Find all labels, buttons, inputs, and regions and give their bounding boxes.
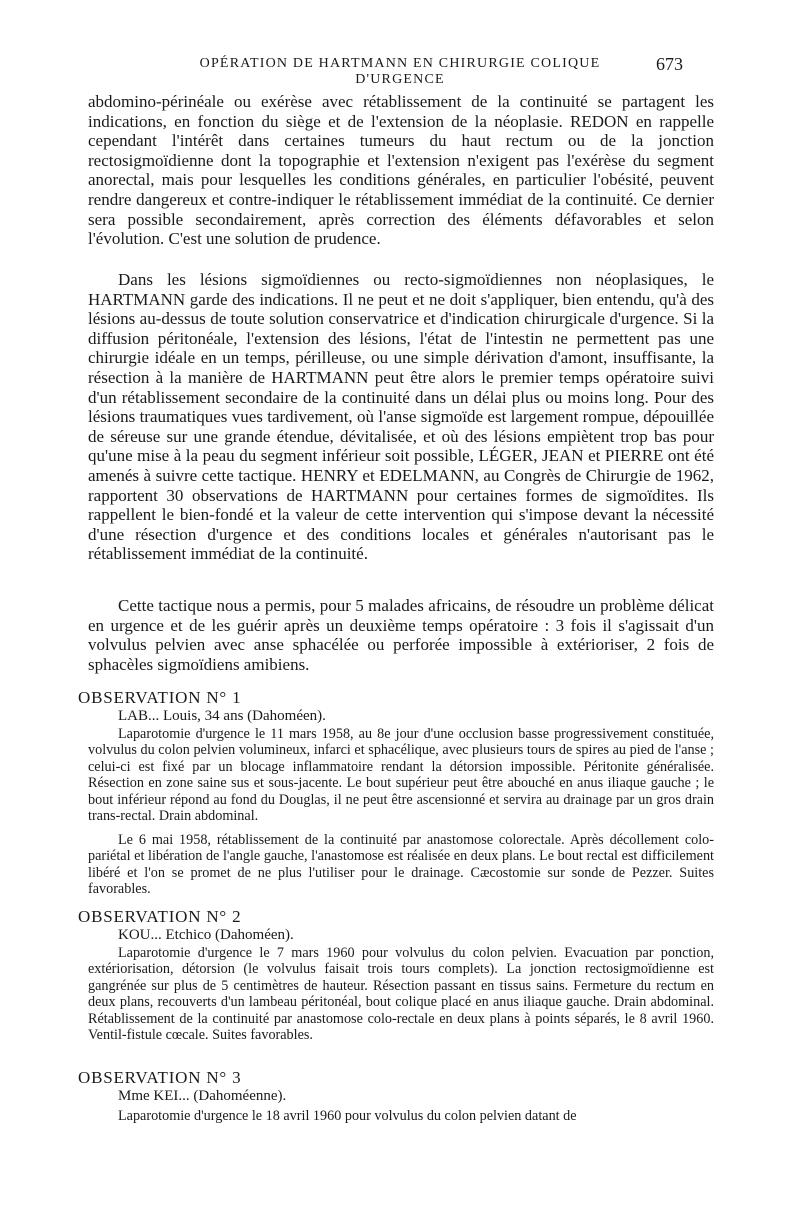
observation-1-text-2: Le 6 mai 1958, rétablissement de la continuité par anastomose colorectale. Après décollement colo-pariétal et libération de l'angle gauche, l'anastomose est réalisée en deux plans. Le bout rectal est difficilement libéré et l'on se promet de ne plus l'utiliser pour le drainage. Cæcostomie sur sonde de Pezzer. Suites favorables. [88,832,714,898]
observation-2-patient: KOU... Etchico (Dahoméen). [118,927,294,943]
page-number: 673 [656,54,683,74]
paragraph-3: Cette tactique nous a permis, pour 5 malades africains, de résoudre un problème délicat en urgence et de les guérir après un deuxième temps opératoire : 3 fois il s'agissait d'un volvulus pelvien avec anse sphacélée ou perforée impossible à extérioriser, 2 fois de sphacèles sigmoïdiens amibiens. [88,596,714,674]
observation-3-text: Laparotomie d'urgence le 18 avril 1960 pour volvulus du colon pelvien datant de [118,1108,577,1124]
running-title: OPÉRATION DE HARTMANN EN CHIRURGIE COLIQUE D'URGENCE [199,56,601,87]
observation-3-patient: Mme KEI... (Dahoméenne). [118,1088,287,1104]
observation-1-text: Laparotomie d'urgence le 11 mars 1958, au 8e jour d'une occlusion basse progressivement constituée, volvulus du colon pelvien volumineux, infarci et sphacélique, avec plusieurs tours de spires au pied de l'anse ; celui-ci est fixé par un blocage inflammatoire rendant la détorsion impossible. Péritonite généralisée. Résection en zone saine sus et sous-jacente. Le bout supérieur peut être abouché en anus iliaque gauche ; le bout inférieur répond au fond du Douglas, il ne peut être ascensionné et servira au drainage par un gros drain trans-rectal. Drain abdominal. [88,726,714,825]
observation-1-heading: OBSERVATION N° 1 [78,688,242,707]
observation-2-text: Laparotomie d'urgence le 7 mars 1960 pour volvulus du colon pelvien. Evacuation par ponction, extériorisation, détorsion (le volvulus faisait trois tours complets). La jonction rectosigmoïdienne est gangrénée sur plus de 5 centimètres de hauteur. Résection passant en tissus sains. Fermeture du rectum en deux plans, recouverts d'un lambeau péritonéal, bout colique placé en anus iliaque gauche. Drain abdominal. Rétablissement de la continuité par anastomose colo-rectale en deux plans à points séparés, le 8 avril 1960. Ventil-fistule cœcale. Suites favorables. [88,945,714,1044]
paragraph-2: Dans les lésions sigmoïdiennes ou recto-sigmoïdiennes non néoplasiques, le HARTMANN garde des indications. Il ne peut et ne doit s'appliquer, bien entendu, qu'à des lésions au-dessus de toute solution conservatrice et d'indication chirurgicale d'urgence. Si la diffusion péritonéale, l'extension des lésions, l'état de l'intestin ne permettent pas une chirurgie idéale en un temps, périlleuse, ou une simple dérivation d'amont, insuffisante, la résection à la manière de HARTMANN peut être alors le premier temps opératoire suivi d'un rétablissement secondaire de la continuité dans un délai plus ou moins long. Pour des lésions traumatiques vues tardivement, où l'anse sigmoïde est largement rompue, dépouillée de séreuse sur une grande étendue, dévitalisée, et où des lésions empiètent trop bas pour qu'une mise à la peau du segment inférieur soit possible, LÉGER, JEAN et PIERRE ont été amenés à suivre cette tactique. HENRY et EDELMANN, au Congrès de Chirurgie de 1962, rapportent 30 observations de HARTMANN pour certaines formes de sigmoïdites. Ils rappellent le bien-fondé et la valeur de cette intervention qui s'impose devant la nécessité d'une résection d'urgence et des conditions locales et générales n'autorisant pas le rétablissement immédiat de la continuité. [88,270,714,564]
observation-2-heading: OBSERVATION N° 2 [78,907,242,926]
observation-1-patient: LAB... Louis, 34 ans (Dahoméen). [118,708,326,724]
paragraph-1: abdomino-périnéale ou exérèse avec rétablissement de la continuité se partagent les indications, en fonction du siège et de l'extension de la néoplasie. REDON en rappelle cependant l'intérêt dans certaines tumeurs du haut rectum ou de la jonction rectosigmoïdienne dont la topographie et l'extension n'exigent pas l'exérèse du segment anorectal, mais pour lesquelles les conditions générales, en particulier l'obésité, peuvent rendre dangereux et contre-indiquer le rétablissement immédiat de la continuité. Ce dernier sera possible secondairement, après correction des éléments défavorables et selon l'évolution. C'est une solution de prudence. [88,92,714,249]
observation-3-heading: OBSERVATION N° 3 [78,1068,242,1087]
